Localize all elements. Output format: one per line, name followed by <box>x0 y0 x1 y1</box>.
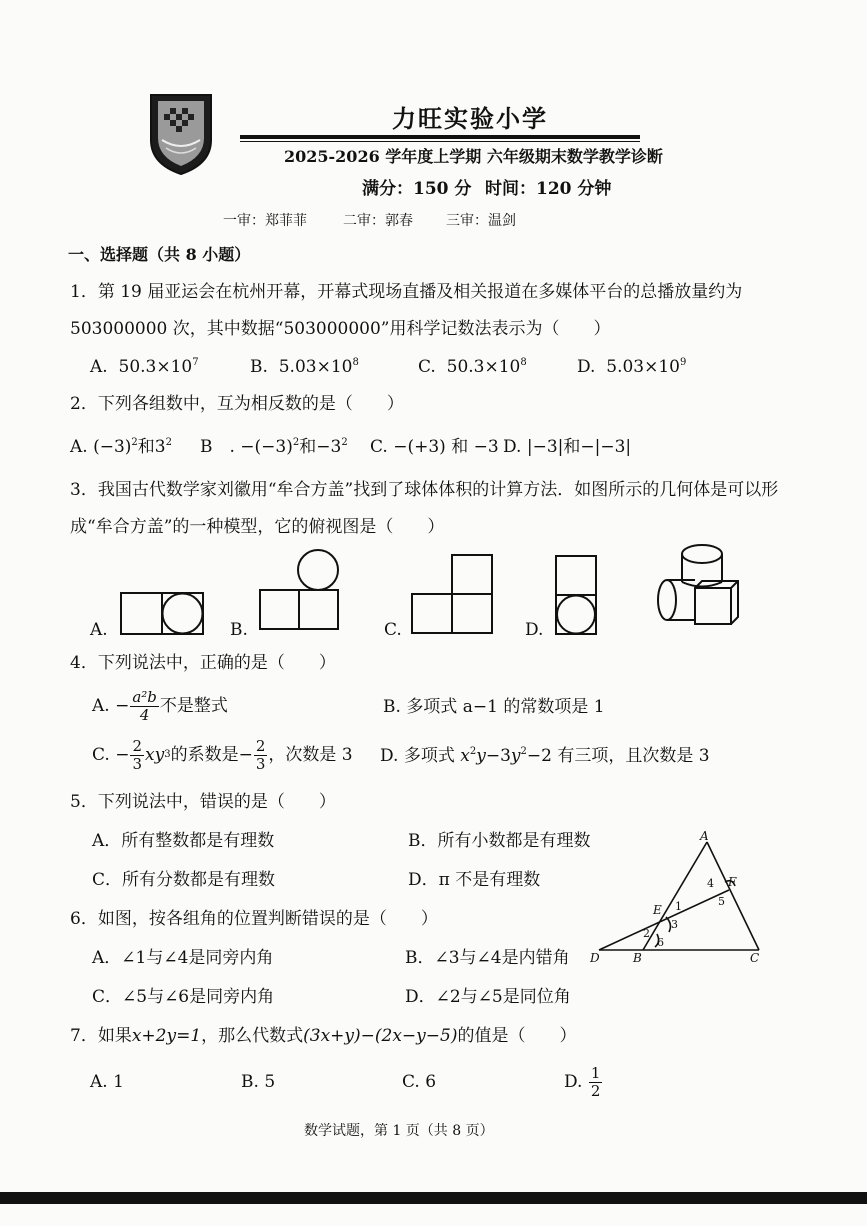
q5-option-c[interactable]: C．所有分数都是有理数 <box>92 870 276 890</box>
q7-option-d[interactable]: D. $\frac{1}{2}$ <box>564 1063 601 1100</box>
q6-angle-4: 4 <box>707 877 714 890</box>
q1-option-b[interactable]: B. $5.03\times 10^8$ <box>250 357 359 377</box>
q2-option-d[interactable]: D. |−3|和−|−3| <box>503 437 632 457</box>
q2-stem: 2．下列各组数中，互为相反数的是（ ） <box>70 394 404 414</box>
q2-option-b[interactable]: B . $-(-3)^2$和$-3^2$ <box>200 437 348 457</box>
header-rule <box>240 135 640 139</box>
q3-figure-b <box>259 549 339 631</box>
q6-angle-2: 2 <box>643 927 650 940</box>
q3-option-c[interactable]: C. <box>384 620 402 640</box>
q6-option-c[interactable]: C．∠5与∠6是同旁内角 <box>92 987 275 1007</box>
q4-stem: 4．下列说法中，正确的是（ ） <box>70 653 336 673</box>
q7-option-b[interactable]: B. 5 <box>241 1072 276 1092</box>
q1-option-a[interactable]: A. $50.3\times 10^7$ <box>90 357 199 377</box>
q6-option-a[interactable]: A．∠1与∠4是同旁内角 <box>92 948 274 968</box>
reviewer-1: 一审：郑菲菲 <box>223 213 307 229</box>
q5-option-d[interactable]: D．π 不是有理数 <box>408 870 541 890</box>
q2-option-c[interactable]: C. −(+3) 和 −3 <box>370 437 499 457</box>
q6-label-f: F <box>728 875 737 889</box>
q3-solid-model <box>650 540 740 635</box>
q3-option-d[interactable]: D. <box>525 620 544 640</box>
q6-angle-6: 6 <box>657 936 664 949</box>
q3-line2: 成“牟合方盖”的一种模型，它的俯视图是（ ） <box>70 517 445 537</box>
q3-line1: 3．我国古代数学家刘徽用“牟合方盖”找到了球体体积的计算方法．如图所示的几何体是可以形 <box>70 480 779 500</box>
q7-stem: 7．如果x+2y=1，那么代数式(3x+y)−(2x−y−5)的值是（ ） <box>70 1026 577 1046</box>
exam-title: 2025-2026 学年度上学期 六年级期末数学教学诊断 <box>284 147 663 166</box>
q5-option-a[interactable]: A．所有整数都是有理数 <box>92 831 275 851</box>
q6-option-b[interactable]: B．∠3与∠4是内错角 <box>405 948 570 968</box>
q4-option-b[interactable]: B. 多项式 a−1 的常数项是 1 <box>383 697 605 717</box>
q1-option-c[interactable]: C. $50.3\times 10^8$ <box>418 357 527 377</box>
q3-option-b[interactable]: B. <box>230 620 248 640</box>
reviewer-3: 三审：温剑 <box>446 213 516 229</box>
page-footer: 数学试题，第 1 页（共 8 页） <box>304 1123 494 1139</box>
q6-triangle-figure <box>585 828 770 970</box>
q3-figure-a <box>120 592 204 636</box>
q6-option-d[interactable]: D．∠2与∠5是同位角 <box>405 987 571 1007</box>
q6-angle-3: 3 <box>671 918 678 931</box>
q7-option-a[interactable]: A. 1 <box>90 1072 124 1092</box>
q1-line2: 503000000 次，其中数据“503000000”用科学记数法表示为（ ） <box>70 319 611 339</box>
q2-option-a[interactable]: A. $(-3)^2$和$3^2$ <box>70 437 172 457</box>
reviewer-2: 二审：郭春 <box>343 213 413 229</box>
q6-stem: 6．如图，按各组角的位置判断错误的是（ ） <box>70 909 438 929</box>
q5-option-b[interactable]: B．所有小数都是有理数 <box>408 831 591 851</box>
q6-angle-1: 1 <box>675 900 682 913</box>
header-rule-thin <box>240 141 640 142</box>
q6-label-a: A <box>700 829 709 843</box>
school-name: 力旺实验小学 <box>392 104 548 133</box>
section-title: 一、选择题（共 8 小题） <box>68 245 251 264</box>
time-info: 时间：120 分钟 <box>485 179 612 199</box>
q4-option-c[interactable]: C. − $\frac{2}{3}$ xy 3 的系数是 − $\frac{2}{3}$ ，次数是 3 <box>92 736 353 773</box>
q4-option-a[interactable]: A. − $\frac{\text{a²b}}{4}$ 不是整式 <box>92 687 228 724</box>
q6-label-c: C <box>750 951 760 965</box>
q6-angle-5: 5 <box>718 895 725 908</box>
q3-figure-c <box>411 554 493 634</box>
q6-label-d: D <box>590 951 600 965</box>
q7-option-c[interactable]: C. 6 <box>402 1072 437 1092</box>
q3-figure-d <box>555 555 597 635</box>
school-emblem <box>148 92 214 176</box>
scan-edge-bar <box>0 1192 867 1204</box>
q6-label-e: E <box>653 903 662 917</box>
score-info: 满分：150 分 <box>362 179 472 199</box>
q1-option-d[interactable]: D. $5.03\times 10^9$ <box>577 357 687 377</box>
q3-option-a[interactable]: A. <box>90 620 108 640</box>
q1-line1: 1．第 19 届亚运会在杭州开幕，开幕式现场直播及相关报道在多媒体平台的总播放量约为 <box>70 282 743 302</box>
q6-label-b: B <box>633 951 642 965</box>
q4-option-d[interactable]: D. 多项式 $x^2y-3y^2-2$ 有三项，且次数是 3 <box>380 746 710 766</box>
q5-stem: 5．下列说法中，错误的是（ ） <box>70 792 336 812</box>
